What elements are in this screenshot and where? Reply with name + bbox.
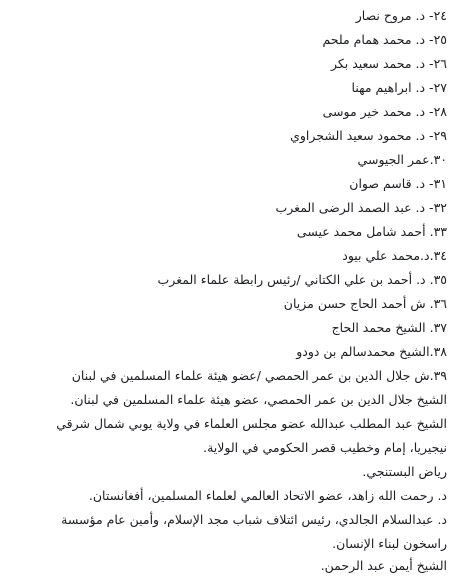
- list-line-35: ٣٥. د. أحمد بن علي الكتاني /رئيس رابطة علماء المغرب: [157, 272, 447, 287]
- list-line-40: الشيخ جلال الدين بن عمر الحمصي، عضو هيئة علماء المسلمين في لبنان.: [70, 392, 447, 407]
- list-line-47: الشيخ أيمن عبد الرحمن.: [320, 558, 447, 573]
- list-line-38: ٣٨.الشيخ محمدسالم بن دودو: [296, 344, 447, 359]
- list-line-44: د. رحمت الله زاهد، عضو الاتحاد العالمي لعلماء المسلمين، أفغانستان.: [88, 488, 447, 503]
- list-line-29: ٢٩- د. محمود سعيد الشجراوي: [290, 128, 447, 143]
- list-line-28: ٢٨- د. محمد خير موسى: [322, 104, 447, 119]
- list-line-32: ٣٢- د. عبد الصمد الرضى المغرب: [275, 200, 447, 215]
- list-line-36: ٣٦. ش أحمد الحاج حسن مزيان: [283, 296, 447, 311]
- list-line-30: ٣٠.عمر الجيوسي: [357, 152, 447, 167]
- list-line-27: ٢٧- د. ابراهيم مهنا: [351, 80, 447, 95]
- list-line-34: ٣٤.د.محمد علي بيود: [342, 248, 447, 263]
- list-line-24: ٢٤- د. مروح نصار: [355, 8, 447, 23]
- list-line-41: الشيخ عبد المطلب عبدالله عضو مجلس العلماء في ولاية يوبي شمال شرقي: [56, 416, 447, 431]
- list-line-46: راسخون لبناء الإنسان.: [332, 536, 447, 551]
- list-line-42: نيجيريا، إمام وخطيب قصر الحكومي في الولاية.: [203, 440, 447, 455]
- list-line-31: ٣١- د. قاسم صوان: [349, 176, 447, 191]
- list-line-39: ٣٩.ش جلال الدين بن عمر الحمصي /عضو هيئة علماء المسلمين في لبنان: [71, 368, 447, 383]
- list-line-25: ٢٥- د. محمد همام ملحم: [322, 32, 447, 47]
- list-line-45: د. عبدالسلام الجالدي، رئيس ائتلاف شباب مجد الإسلام، وأمين عام مؤسسة: [61, 512, 447, 527]
- list-line-33: ٣٣. أحمد شامل محمد عيسى: [296, 224, 447, 239]
- list-line-37: ٣٧. الشيخ محمد الحاج: [331, 320, 447, 335]
- list-line-26: ٢٦- د. محمد سعيد بكر: [330, 56, 447, 71]
- list-line-43: رياض البستنجي.: [362, 464, 447, 479]
